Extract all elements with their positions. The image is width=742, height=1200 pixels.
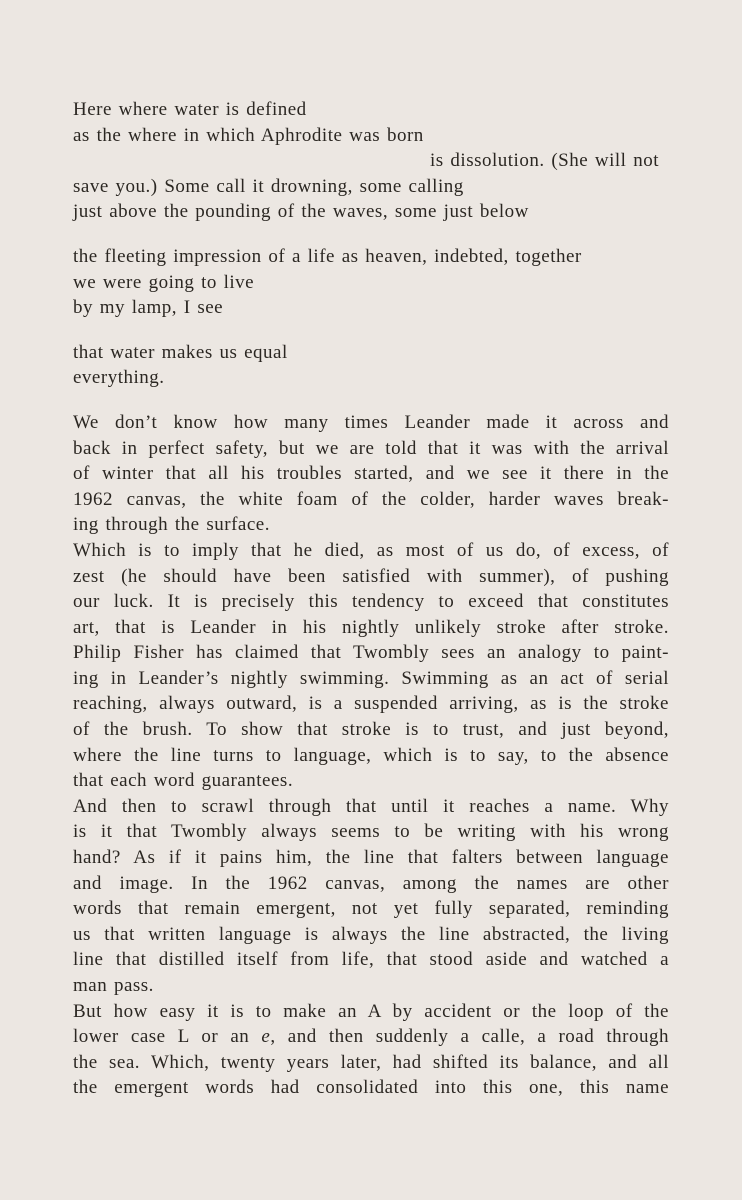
poem-line: we were going to live — [73, 271, 255, 293]
prose-paragraph — [73, 538, 669, 794]
poem — [73, 97, 669, 391]
prose-line: hand? As if it pains him, the line that falters between language — [73, 847, 669, 869]
poem-stanza — [73, 244, 669, 321]
prose-line: our luck. It is precisely this tendency to exceed that constitutes — [73, 591, 669, 613]
prose-line: the emergent words had consolidated into this one, this name — [73, 1077, 669, 1099]
poem-line: by my lamp, I see — [73, 297, 224, 319]
prose-paragraph — [73, 794, 669, 999]
prose-line: man pass. — [73, 975, 154, 996]
poem-line: just above the pounding of the waves, some just below — [73, 201, 529, 223]
poem-line: that water makes us equal — [73, 341, 288, 363]
poem-line: save you.) Some call it drowning, some calling — [73, 175, 464, 197]
prose-line: lower case L or an e, and then suddenly a calle, a road through — [73, 1026, 669, 1048]
poem-line: Here where water is defined — [73, 99, 307, 120]
prose — [73, 410, 669, 1101]
prose-line: Philip Fisher has claimed that Twombly sees an analogy to paint- — [73, 642, 669, 664]
prose-line: ing through the surface. — [73, 514, 270, 536]
prose-paragraph — [73, 410, 669, 538]
prose-line: that each word guarantees. — [73, 770, 294, 792]
prose-line: zest (he should have been satisfied with summer), of pushing — [73, 565, 669, 587]
prose-paragraph — [73, 999, 669, 1101]
prose-line: art, that is Leander in his nightly unlikely stroke after stroke. — [73, 616, 669, 638]
poem-stanza — [73, 340, 669, 391]
poem-line: is dissolution. (She will not — [430, 150, 659, 172]
prose-line: And then to scrawl through that until it reaches a name. Why — [73, 795, 669, 817]
poem-line: the fleeting impression of a life as heaven, indebted, together — [73, 245, 582, 267]
poem-line: everything. — [73, 367, 165, 389]
prose-line: the sea. Which, twenty years later, had shifted its balance, and all — [73, 1051, 669, 1073]
prose-line: line that distilled itself from life, that stood aside and watched a — [73, 949, 669, 971]
prose-line: of the brush. To show that stroke is to trust, and just beyond, — [73, 719, 669, 741]
prose-line: Which is to imply that he died, as most of us do, of excess, of — [73, 539, 669, 561]
prose-line: is it that Twombly always seems to be writing with his wrong — [73, 821, 669, 843]
prose-line: ing in Leander’s nightly swimming. Swimming as an act of serial — [73, 667, 669, 689]
prose-line: back in perfect safety, but we are told that it was with the arrival — [73, 437, 669, 459]
poem-line: as the where in which Aphrodite was born — [73, 124, 424, 146]
prose-line: and image. In the 1962 canvas, among the names are other — [73, 872, 669, 894]
prose-line: us that written language is always the line abstracted, the living — [73, 923, 669, 945]
prose-line: 1962 canvas, the white foam of the colder, harder waves break- — [73, 488, 669, 510]
prose-line: But how easy it is to make an A by accident or the loop of the — [73, 1000, 669, 1022]
prose-line: words that remain emergent, not yet fully separated, reminding — [73, 898, 669, 920]
poem-stanza — [73, 97, 669, 225]
prose-line: where the line turns to language, which is to say, to the absence — [73, 744, 669, 766]
text-block — [73, 97, 669, 1101]
prose-line: of winter that all his troubles started, and we see it there in the — [73, 463, 669, 485]
prose-line: reaching, always outward, is a suspended arriving, as is the stroke — [73, 693, 669, 715]
prose-line: We don’t know how many times Leander made it across and — [73, 411, 669, 433]
